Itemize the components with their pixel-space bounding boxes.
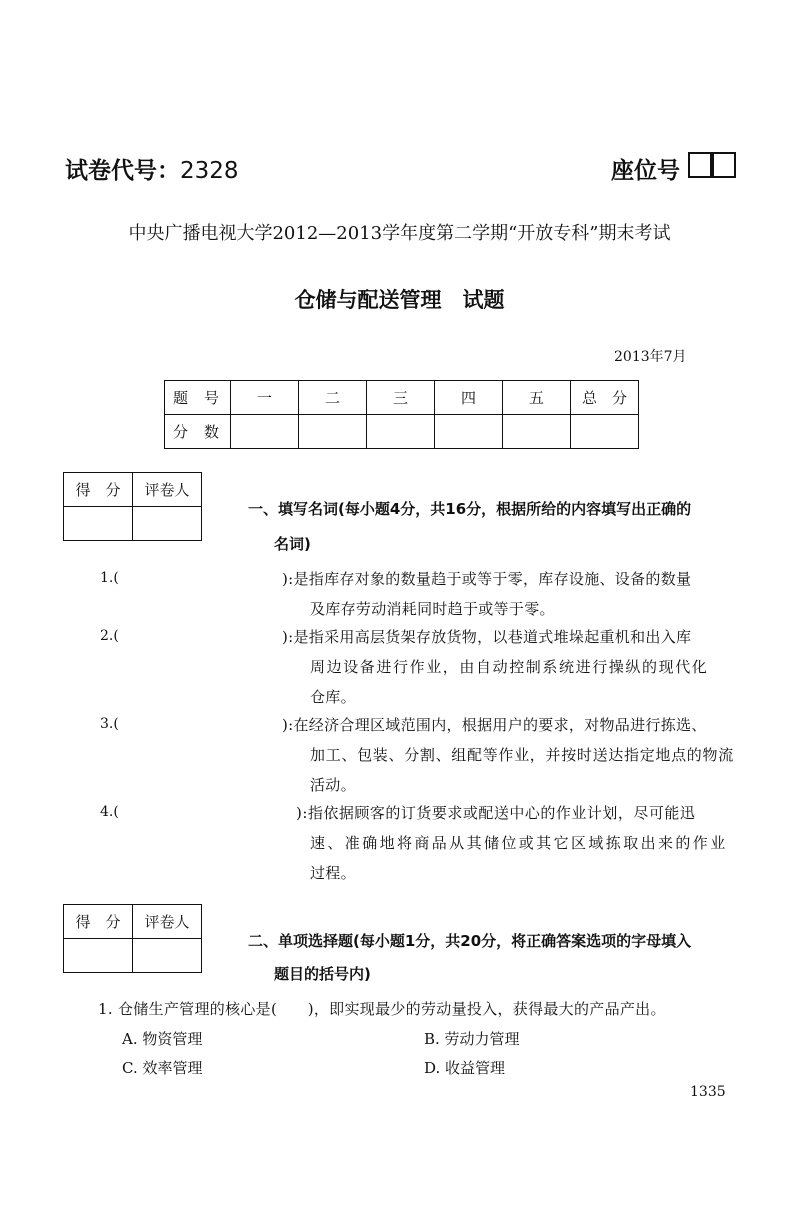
grader-box — [63, 472, 202, 541]
grader-name-label: 评卷人 — [133, 905, 202, 939]
subject-title: 仓储与配送管理 试题 — [294, 288, 505, 312]
score-table-score-row — [165, 415, 639, 449]
grader-score-label: 得 分 — [64, 473, 133, 507]
question-text: 活动。 — [310, 776, 356, 794]
seat-number-box[interactable] — [688, 152, 712, 178]
grader-name-cell[interactable] — [133, 939, 202, 973]
question-text: ):在经济合理区域范围内，根据用户的要求，对物品进行拣选、 — [282, 716, 707, 734]
question-text: 加工、包装、分割、组配等作业，并按时送达指定地点的物流 — [310, 746, 734, 764]
score-table-header-cell: 二 — [299, 381, 367, 415]
exam-date: 2013年7月 — [614, 349, 687, 365]
answer-option[interactable]: B. 劳动力管理 — [424, 1030, 520, 1048]
question-text: 1. 仓储生产管理的核心是( )，即实现最少的劳动量投入，获得最大的产品产出。 — [98, 1000, 666, 1018]
score-table-header-cell: 一 — [231, 381, 299, 415]
seat-number-label: 座位号 — [611, 158, 680, 184]
question-number: 2.( — [100, 628, 119, 644]
section-title: 二、单项选择题(每小题1分，共20分，将正确答案选项的字母填入 — [248, 932, 692, 950]
question-text: 速、准确地将商品从其储位或其它区域拣取出来的作业 — [310, 834, 728, 852]
question-number: 3.( — [100, 716, 119, 732]
score-table-header-row — [165, 381, 639, 415]
question-text: 周边设备进行作业，由自动控制系统进行操纵的现代化 — [310, 658, 709, 676]
section-title-continued: 题目的括号内) — [274, 965, 371, 983]
exam-code: 试卷代号：2328 — [65, 158, 239, 184]
score-cell[interactable] — [503, 415, 571, 449]
question-number: 1.( — [100, 570, 119, 586]
answer-option[interactable]: A. 物资管理 — [122, 1030, 203, 1048]
question-text: 仓库。 — [310, 688, 356, 706]
grader-box — [63, 904, 202, 973]
score-table-header-cell: 题 号 — [165, 381, 231, 415]
grader-score-cell[interactable] — [64, 507, 133, 541]
score-table-header-cell: 五 — [503, 381, 571, 415]
question-text: ):指依据顾客的订货要求或配送中心的作业计划，尽可能迅 — [296, 804, 696, 822]
score-table-header-cell: 三 — [367, 381, 435, 415]
grader-score-label: 得 分 — [64, 905, 133, 939]
score-cell[interactable] — [435, 415, 503, 449]
score-table-header-cell: 总 分 — [571, 381, 639, 415]
score-cell[interactable] — [231, 415, 299, 449]
grader-name-label: 评卷人 — [133, 473, 202, 507]
grader-name-cell[interactable] — [133, 507, 202, 541]
question-text: ):是指库存对象的数量趋于或等于零，库存设施、设备的数量 — [282, 570, 692, 588]
question-text: 过程。 — [310, 864, 356, 882]
answer-option[interactable]: C. 效率管理 — [122, 1059, 203, 1077]
score-cell[interactable] — [299, 415, 367, 449]
score-table-header-cell: 四 — [435, 381, 503, 415]
score-cell[interactable] — [571, 415, 639, 449]
grader-score-cell[interactable] — [64, 939, 133, 973]
section-title-continued: 名词) — [274, 535, 311, 553]
seat-number-box[interactable] — [712, 152, 736, 178]
exam-code-value: 2328 — [180, 158, 239, 184]
page-number: 1335 — [690, 1084, 726, 1100]
question-text: ):是指采用高层货架存放货物，以巷道式堆垛起重机和出入库 — [282, 628, 692, 646]
score-table — [164, 380, 639, 449]
score-cell[interactable] — [367, 415, 435, 449]
section-title: 一、填写名词(每小题4分，共16分，根据所给的内容填写出正确的 — [248, 500, 692, 518]
question-text: 及库存劳动消耗同时趋于或等于零。 — [310, 600, 555, 618]
score-table-row-label: 分 数 — [165, 415, 231, 449]
question-number: 4.( — [100, 804, 119, 820]
answer-option[interactable]: D. 收益管理 — [424, 1059, 506, 1077]
exam-title: 中央广播电视大学2012—2013学年度第二学期“开放专科”期末考试 — [128, 223, 671, 244]
